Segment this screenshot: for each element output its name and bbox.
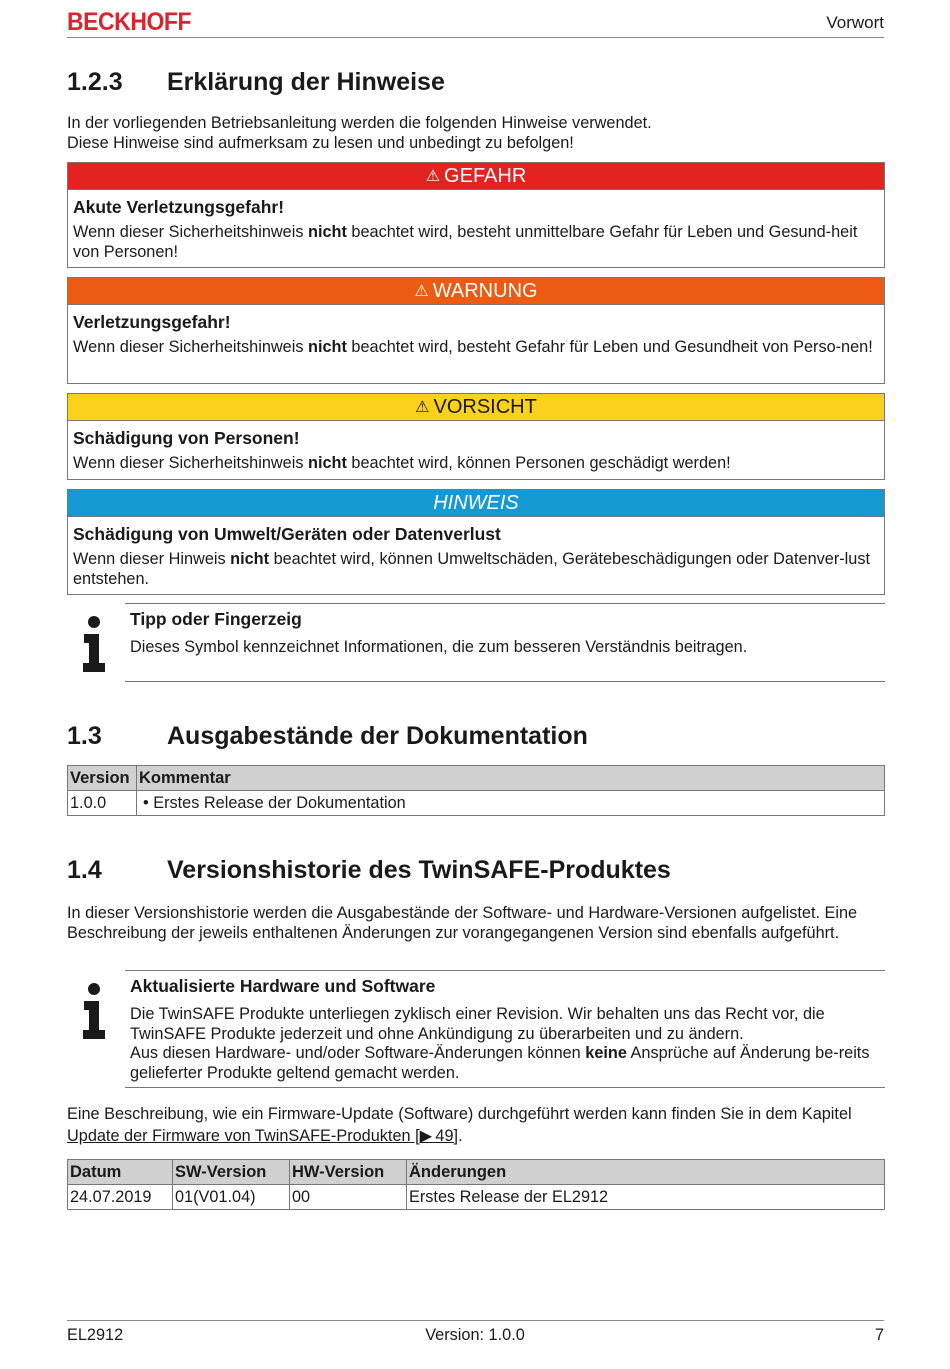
table-cell: 01(V01.04) bbox=[173, 1185, 290, 1210]
tip-body: Dieses Symbol kennzeichnet Informationen, die zum besseren Verständnis beitragen. bbox=[130, 638, 748, 656]
page-ref-arrow-icon: ▶ bbox=[419, 1127, 433, 1145]
warning-body: Wenn dieser Sicherheitshinweis nicht beachtet wird, besteht Gefahr für Leben und Gesundheit von Perso-nen! bbox=[73, 338, 873, 356]
table-header: Version bbox=[68, 766, 137, 791]
info-top-rule bbox=[125, 970, 885, 971]
table-header: Kommentar bbox=[137, 766, 885, 791]
info-body: Die TwinSAFE Produkte unterliegen zyklisch einer Revision. Wir behalten uns das Recht vor, die TwinSAFE Produkte jederzeit und ohne Ankündigung zu überarbeiten und zu ändern. Aus diesen Hardware- und/oder Software-Änderungen können keine Ansprüche auf Änderung be-reits gelieferter Produkte geltend gemacht werden. bbox=[130, 1005, 870, 1082]
hinweis-title: Schädigung von Umwelt/Geräten oder Datenverlust bbox=[73, 524, 501, 544]
caution-title: Schädigung von Personen! bbox=[73, 428, 300, 448]
section-title: Erklärung der Hinweise bbox=[167, 68, 445, 96]
firmware-paragraph: Eine Beschreibung, wie ein Firmware-Update (Software) durchgeführt werden kann finden Sie in dem Kapitel Update der Firmware von TwinSAFE-Produkten [▶ 49]. bbox=[67, 1105, 852, 1145]
firmware-update-link[interactable]: Update der Firmware von TwinSAFE-Produkten [▶ 49] bbox=[67, 1127, 459, 1145]
intro-line-1: In der vorliegenden Betriebsanleitung werden die folgenden Hinweise verwendet. bbox=[67, 114, 652, 132]
warning-title: Verletzungsgefahr! bbox=[73, 312, 231, 332]
tip-bottom-rule bbox=[125, 681, 885, 682]
section-number: 1.3 bbox=[67, 722, 102, 750]
warning-triangle-icon: ⚠ bbox=[414, 283, 429, 300]
table-header: Änderungen bbox=[407, 1160, 885, 1185]
footer-version: Version: 1.0.0 bbox=[425, 1326, 525, 1344]
intro-line-2: Diese Hinweise sind aufmerksam zu lesen und unbedingt zu befolgen! bbox=[67, 134, 574, 152]
section-number: 1.2.3 bbox=[67, 68, 123, 96]
table-row bbox=[68, 1185, 885, 1210]
danger-title: Akute Verletzungsgefahr! bbox=[73, 197, 285, 217]
warning-triangle-icon: ⚠ bbox=[415, 399, 430, 416]
info-bottom-rule bbox=[125, 1087, 885, 1088]
table-header: Datum bbox=[68, 1160, 173, 1185]
notice-warning bbox=[67, 277, 885, 384]
info-line-1: Die TwinSAFE Produkte unterliegen zyklisch einer Revision. Wir behalten uns das Recht vor, die TwinSAFE Produkte jederzeit und ohne Ankündigung zu überarbeiten und zu ändern. bbox=[130, 1005, 825, 1043]
info-i-icon bbox=[81, 983, 107, 1039]
section-title: Versionshistorie des TwinSAFE-Produktes bbox=[167, 856, 671, 884]
danger-body: Wenn dieser Sicherheitshinweis nicht beachtet wird, besteht unmittelbare Gefahr für Leben und Gesund-heit von Personen! bbox=[73, 223, 858, 261]
header-divider bbox=[67, 37, 884, 38]
table-header: HW-Version bbox=[290, 1160, 407, 1185]
heading-1-2-3 bbox=[67, 68, 445, 97]
table-cell: 24.07.2019 bbox=[68, 1185, 173, 1210]
caution-bar bbox=[68, 394, 884, 421]
footer-page-number: 7 bbox=[874, 1326, 884, 1344]
notice-caution bbox=[67, 393, 885, 480]
table-cell: 00 bbox=[290, 1185, 407, 1210]
tip-top-rule bbox=[125, 603, 885, 604]
table-cell: Erstes Release der EL2912 bbox=[407, 1185, 885, 1210]
table-cell: 1.0.0 bbox=[68, 791, 137, 816]
notice-hinweis bbox=[67, 489, 885, 595]
caution-label: VORSICHT bbox=[433, 396, 537, 418]
heading-1-4 bbox=[67, 856, 671, 885]
table-header-row bbox=[68, 1160, 885, 1185]
heading-1-3 bbox=[67, 722, 588, 751]
section-number: 1.4 bbox=[67, 856, 102, 884]
version-history-table bbox=[67, 1159, 885, 1210]
notice-danger bbox=[67, 162, 885, 268]
hinweis-body: Wenn dieser Hinweis nicht beachtet wird, können Umweltschäden, Gerätebeschädigungen oder Datenver-lust entstehen. bbox=[73, 550, 870, 588]
hinweis-label: HINWEIS bbox=[433, 492, 519, 514]
table-header-row bbox=[68, 766, 885, 791]
caution-body: Wenn dieser Sicherheitshinweis nicht beachtet wird, können Personen geschädigt werden! bbox=[73, 454, 731, 472]
tip-box bbox=[67, 603, 885, 683]
danger-bar bbox=[68, 163, 884, 190]
footer-divider bbox=[67, 1320, 884, 1321]
warning-bar bbox=[68, 278, 884, 305]
doc-versions-table bbox=[67, 765, 885, 816]
intro-paragraph bbox=[67, 113, 885, 153]
tip-title: Tipp oder Fingerzeig bbox=[130, 609, 302, 629]
footer-product: EL2912 bbox=[67, 1326, 124, 1344]
beckhoff-logo: BECKHOFF bbox=[67, 8, 192, 36]
header-section-title: Vorwort bbox=[826, 13, 884, 32]
warning-triangle-icon: ⚠ bbox=[425, 168, 441, 185]
table-cell: • Erstes Release der Dokumentation bbox=[137, 791, 885, 816]
table-header: SW-Version bbox=[173, 1160, 290, 1185]
info-box-updates bbox=[67, 970, 885, 1090]
info-title: Aktualisierte Hardware und Software bbox=[130, 976, 436, 996]
warning-label: WARNUNG bbox=[432, 280, 538, 302]
section-title: Ausgabestände der Dokumentation bbox=[167, 722, 588, 750]
history-intro: In dieser Versionshistorie werden die Ausgabestände der Software- und Hardware-Versionen aufgelistet. Eine Beschreibung der jeweils enthaltenen Änderungen zur vorangegangenen Version sind ebenfalls aufgeführt. bbox=[67, 904, 858, 942]
hinweis-bar bbox=[68, 490, 884, 517]
info-i-icon bbox=[81, 616, 107, 672]
table-row bbox=[68, 791, 885, 816]
danger-label: GEFAHR bbox=[444, 165, 527, 187]
